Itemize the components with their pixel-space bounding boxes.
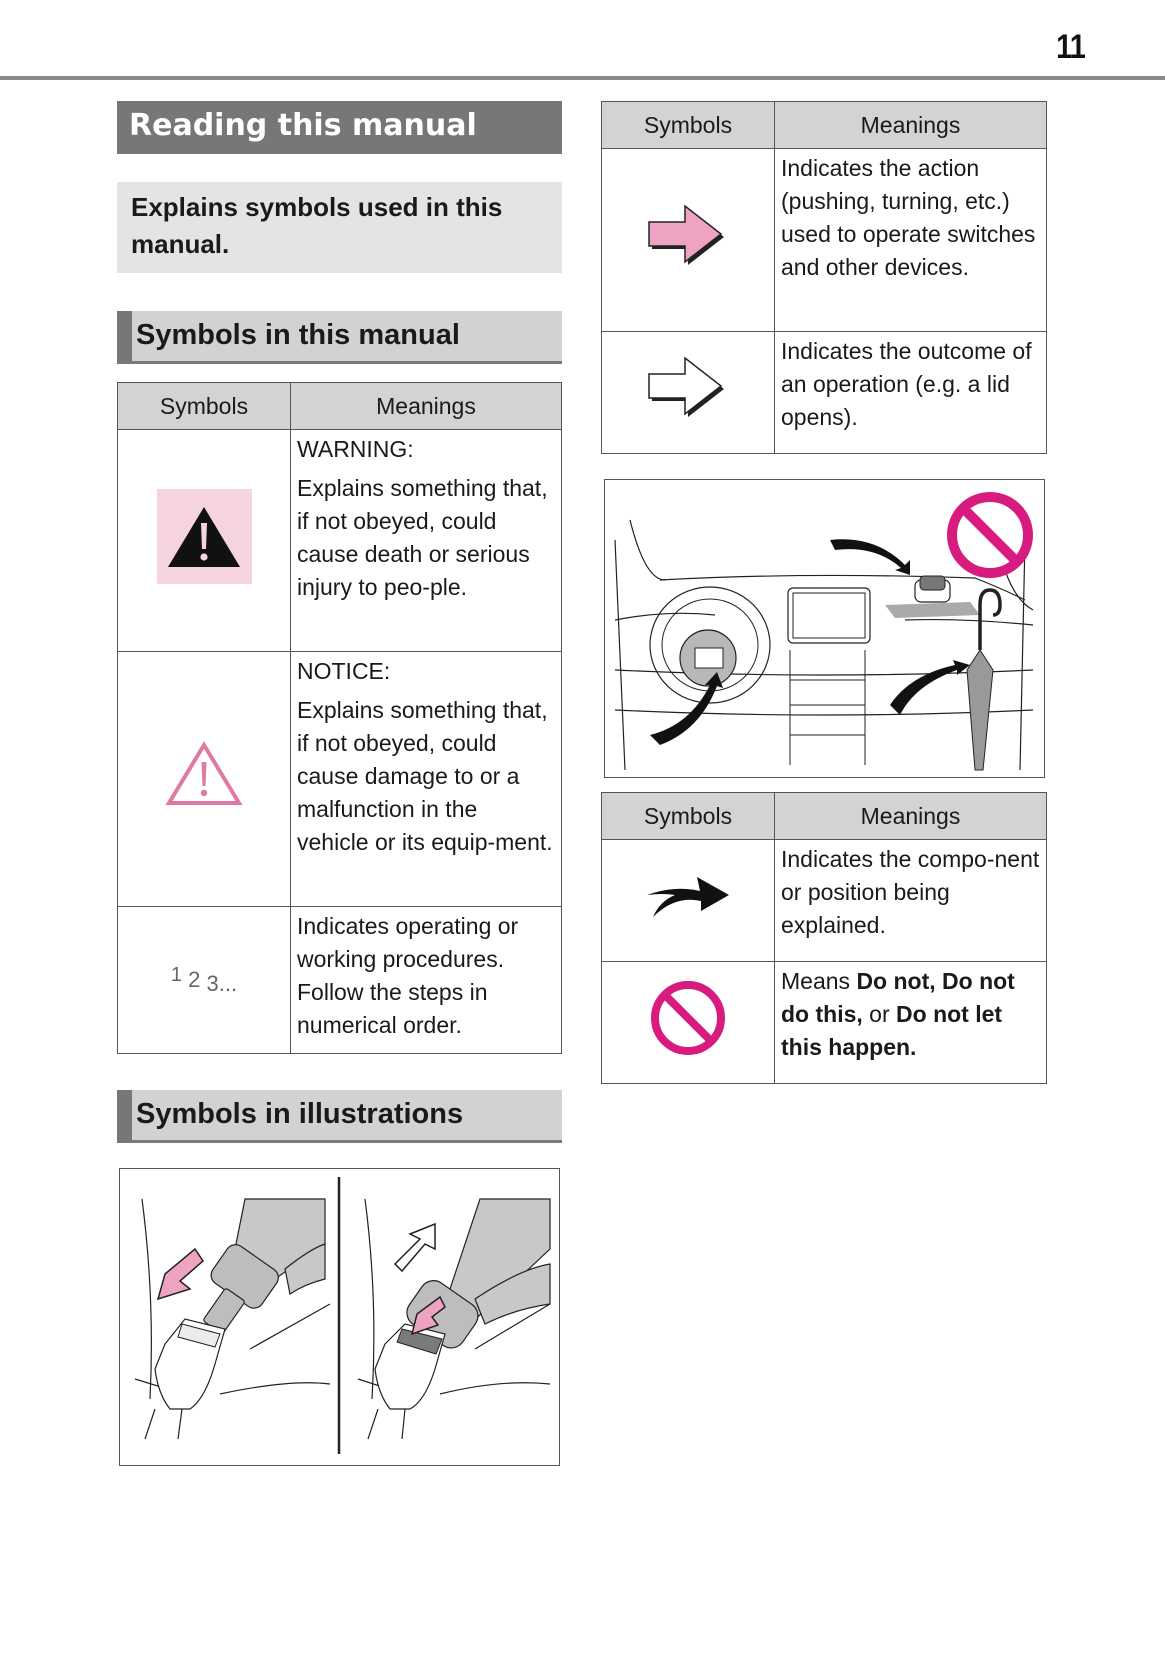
dashboard-prohibited-objects-illustration bbox=[604, 479, 1045, 778]
chapter-title: Reading this manual bbox=[117, 101, 562, 154]
meaning-text: Indicates the action (pushing, turning, etc.) used to operate switches and other devices. bbox=[781, 155, 1036, 280]
chapter-summary: Explains symbols used in this manual. bbox=[117, 182, 562, 273]
symbols-manual-table bbox=[117, 382, 562, 1054]
meaning-text: Indicates operating or working procedures. Follow the steps in numerical order. bbox=[297, 913, 519, 1038]
section-title-text: Symbols in this manual bbox=[136, 319, 460, 351]
meaning-lead: WARNING: bbox=[297, 436, 414, 462]
notice-triangle-outline-icon bbox=[164, 789, 244, 815]
column-header-symbols: Symbols bbox=[118, 383, 291, 430]
left-column bbox=[117, 101, 562, 1466]
table-header-row bbox=[118, 383, 562, 430]
symbol-cell bbox=[118, 430, 291, 652]
table-header-row bbox=[602, 793, 1047, 840]
symbol-cell bbox=[602, 840, 775, 962]
section-title-symbols-manual bbox=[117, 311, 562, 364]
symbol-cell bbox=[118, 652, 291, 907]
symbols-pointers-table bbox=[601, 792, 1047, 1084]
meaning-cell bbox=[291, 430, 562, 652]
meaning-cell bbox=[775, 840, 1047, 962]
table-header-row bbox=[602, 102, 1047, 149]
symbols-arrows-table bbox=[601, 101, 1047, 454]
table-row bbox=[118, 430, 562, 652]
symbol-cell bbox=[602, 962, 775, 1084]
symbol-cell bbox=[118, 907, 291, 1054]
table-row bbox=[118, 907, 562, 1054]
column-header-meanings: Meanings bbox=[775, 793, 1047, 840]
curved-pointer-arrow-icon bbox=[645, 900, 731, 926]
meaning-text: Indicates the outcome of an operation (e.g. a lid opens). bbox=[781, 338, 1032, 430]
meaning-text: Explains something that, if not obeyed, could cause damage to or a malfunction in the vehicle or its equip-ment. bbox=[297, 697, 553, 855]
section-title-symbols-illustrations bbox=[117, 1090, 562, 1143]
page-number: 11 bbox=[1056, 28, 1085, 66]
column-header-meanings: Meanings bbox=[291, 383, 562, 430]
seatbelt-buckle-illustration bbox=[119, 1168, 560, 1466]
column-header-symbols: Symbols bbox=[602, 793, 775, 840]
table-row bbox=[602, 149, 1047, 332]
meaning-text: Explains something that, if not obeyed, could cause death or serious injury to peo-ple. bbox=[297, 475, 548, 600]
header-rule bbox=[0, 76, 1165, 80]
meaning-cell bbox=[291, 652, 562, 907]
meaning-text: Means Do not, Do not do this, or Do not let this happen. bbox=[781, 968, 1015, 1060]
symbol-cell bbox=[602, 332, 775, 454]
step-numbers-symbol: 1 2 3... bbox=[170, 963, 238, 996]
meaning-cell bbox=[775, 332, 1047, 454]
section-title-text: Symbols in illustrations bbox=[136, 1098, 464, 1130]
table-row bbox=[602, 332, 1047, 454]
prohibited-circle-icon bbox=[648, 1037, 728, 1063]
table-row bbox=[602, 962, 1047, 1084]
table-row bbox=[118, 652, 562, 907]
table-row bbox=[602, 840, 1047, 962]
meaning-lead: NOTICE: bbox=[297, 658, 391, 684]
meaning-text: Indicates the compo-nent or position being explained. bbox=[781, 846, 1040, 938]
symbol-cell bbox=[602, 149, 775, 332]
meaning-cell bbox=[775, 149, 1047, 332]
column-header-symbols: Symbols bbox=[602, 102, 775, 149]
meaning-cell bbox=[291, 907, 562, 1054]
right-column bbox=[601, 101, 1047, 1084]
column-header-meanings: Meanings bbox=[775, 102, 1047, 149]
outcome-arrow-outline-icon bbox=[648, 400, 728, 426]
meaning-cell bbox=[775, 962, 1047, 1084]
action-arrow-pink-icon bbox=[648, 248, 728, 274]
warning-triangle-filled-icon bbox=[157, 489, 252, 584]
